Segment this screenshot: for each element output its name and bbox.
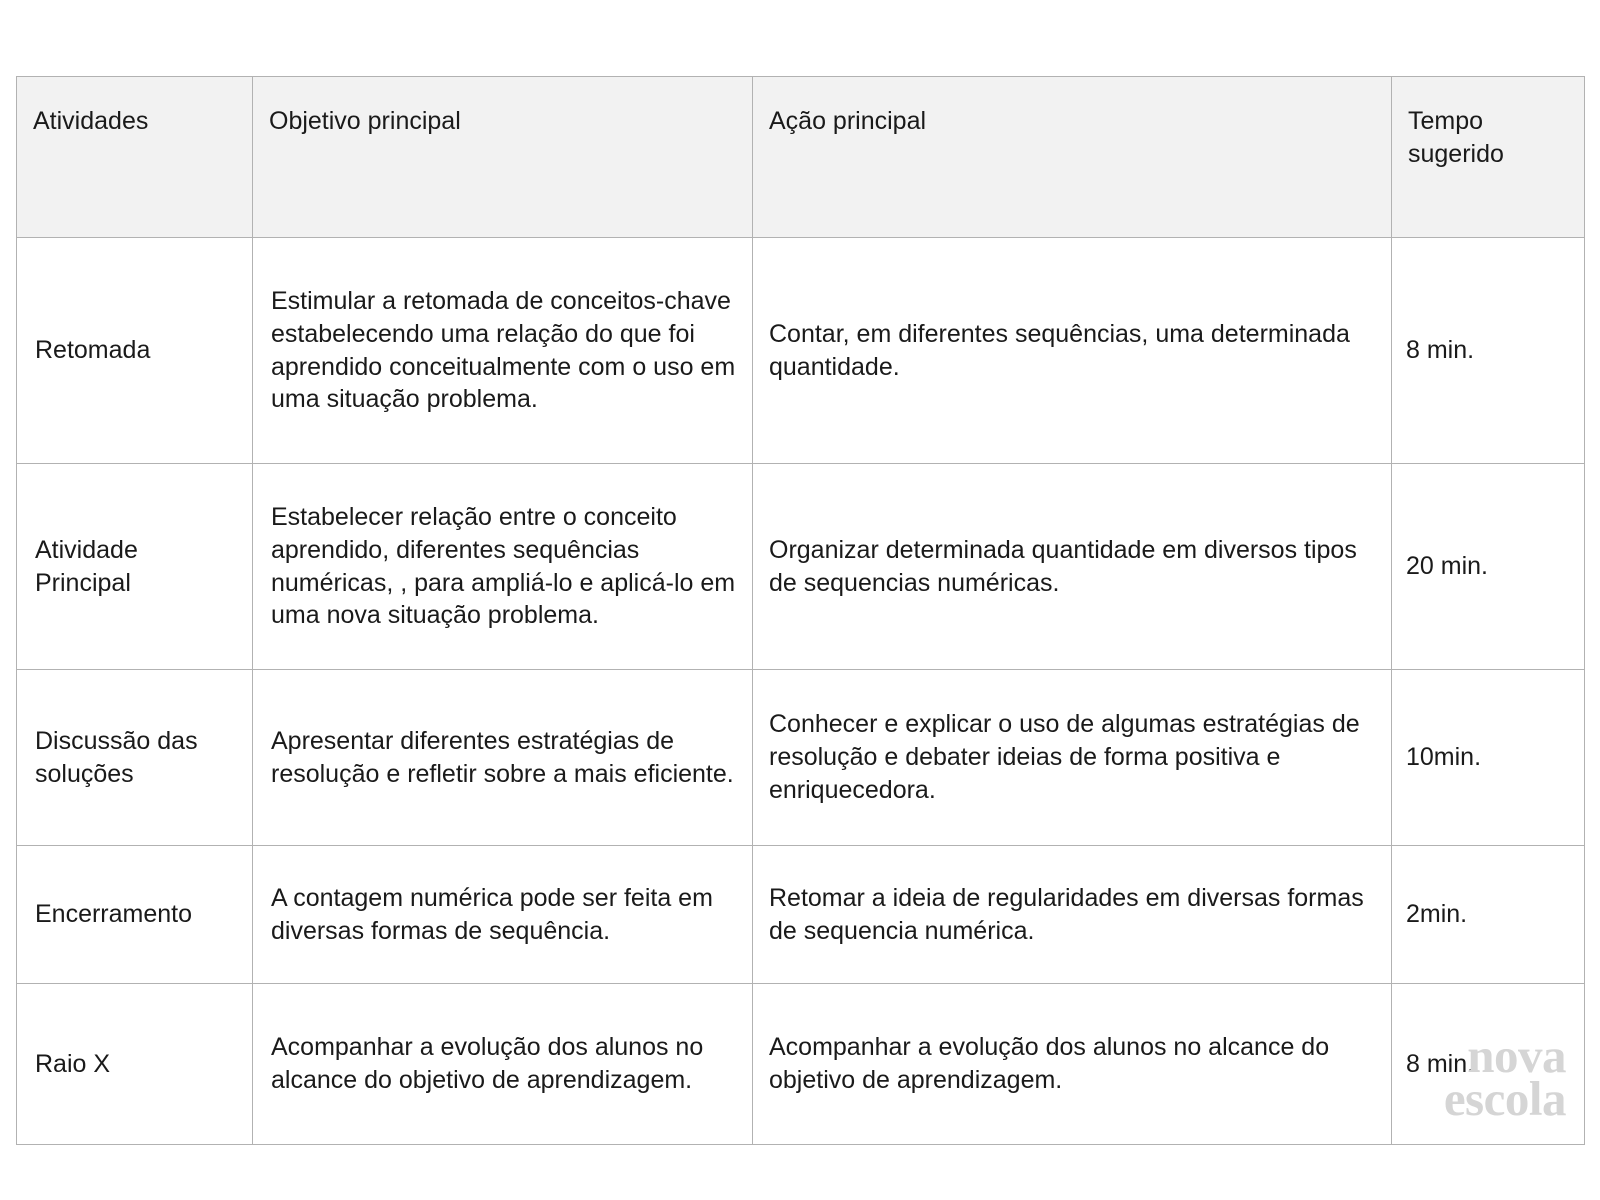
table-header-row	[17, 77, 1585, 238]
cell-activity: Encerramento	[17, 846, 253, 984]
cell-activity: Discussão das soluções	[17, 670, 253, 846]
cell-action: Acompanhar a evolução dos alunos no alcance do objetivo de aprendizagem.	[753, 984, 1392, 1145]
cell-action: Organizar determinada quantidade em diversos tipos de sequencias numéricas.	[753, 464, 1392, 670]
cell-action: Contar, em diferentes sequências, uma determinada quantidade.	[753, 238, 1392, 464]
cell-activity: Atividade Principal	[17, 464, 253, 670]
logo-line-nova: nova	[1467, 1028, 1566, 1083]
cell-action: Conhecer e explicar o uso de algumas estratégias de resolução e debater ideias de forma positiva e enriquecedora.	[753, 670, 1392, 846]
table-row	[17, 846, 1585, 984]
column-header-acao-principal: Ação principal	[753, 77, 1392, 238]
cell-action: Retomar a ideia de regularidades em diversas formas de sequencia numérica.	[753, 846, 1392, 984]
column-header-tempo-sugerido: Tempo sugerido	[1392, 77, 1585, 238]
table-row	[17, 464, 1585, 670]
table-row	[17, 670, 1585, 846]
table-row	[17, 238, 1585, 464]
logo-line-escola: escola	[1443, 1071, 1566, 1127]
column-header-atividades: Atividades	[17, 77, 253, 238]
column-header-objetivo-principal: Objetivo principal	[253, 77, 753, 238]
nova-escola-logo	[1326, 1028, 1566, 1127]
lesson-plan-table	[16, 76, 1585, 1145]
cell-activity: Raio X	[17, 984, 253, 1145]
lesson-plan-table-container	[16, 76, 1584, 1145]
cell-time: 8 min.	[1392, 238, 1585, 464]
cell-time: 10min.	[1392, 670, 1585, 846]
cell-goal: Acompanhar a evolução dos alunos no alcance do objetivo de aprendizagem.	[253, 984, 753, 1145]
cell-goal: Estimular a retomada de conceitos-chave estabelecendo uma relação do que foi aprendido conceitualmente com o uso em uma situação problema.	[253, 238, 753, 464]
table-header	[17, 77, 1585, 238]
cell-time: 20 min.	[1392, 464, 1585, 670]
cell-time: 2min.	[1392, 846, 1585, 984]
cell-goal: Apresentar diferentes estratégias de resolução e refletir sobre a mais eficiente.	[253, 670, 753, 846]
cell-time: 8 min.	[1392, 984, 1585, 1145]
cell-activity: Retomada	[17, 238, 253, 464]
cell-goal: Estabelecer relação entre o conceito aprendido, diferentes sequências numéricas, , para ampliá-lo e aplicá-lo em uma nova situação problema.	[253, 464, 753, 670]
table-body	[17, 238, 1585, 1145]
cell-goal: A contagem numérica pode ser feita em diversas formas de sequência.	[253, 846, 753, 984]
